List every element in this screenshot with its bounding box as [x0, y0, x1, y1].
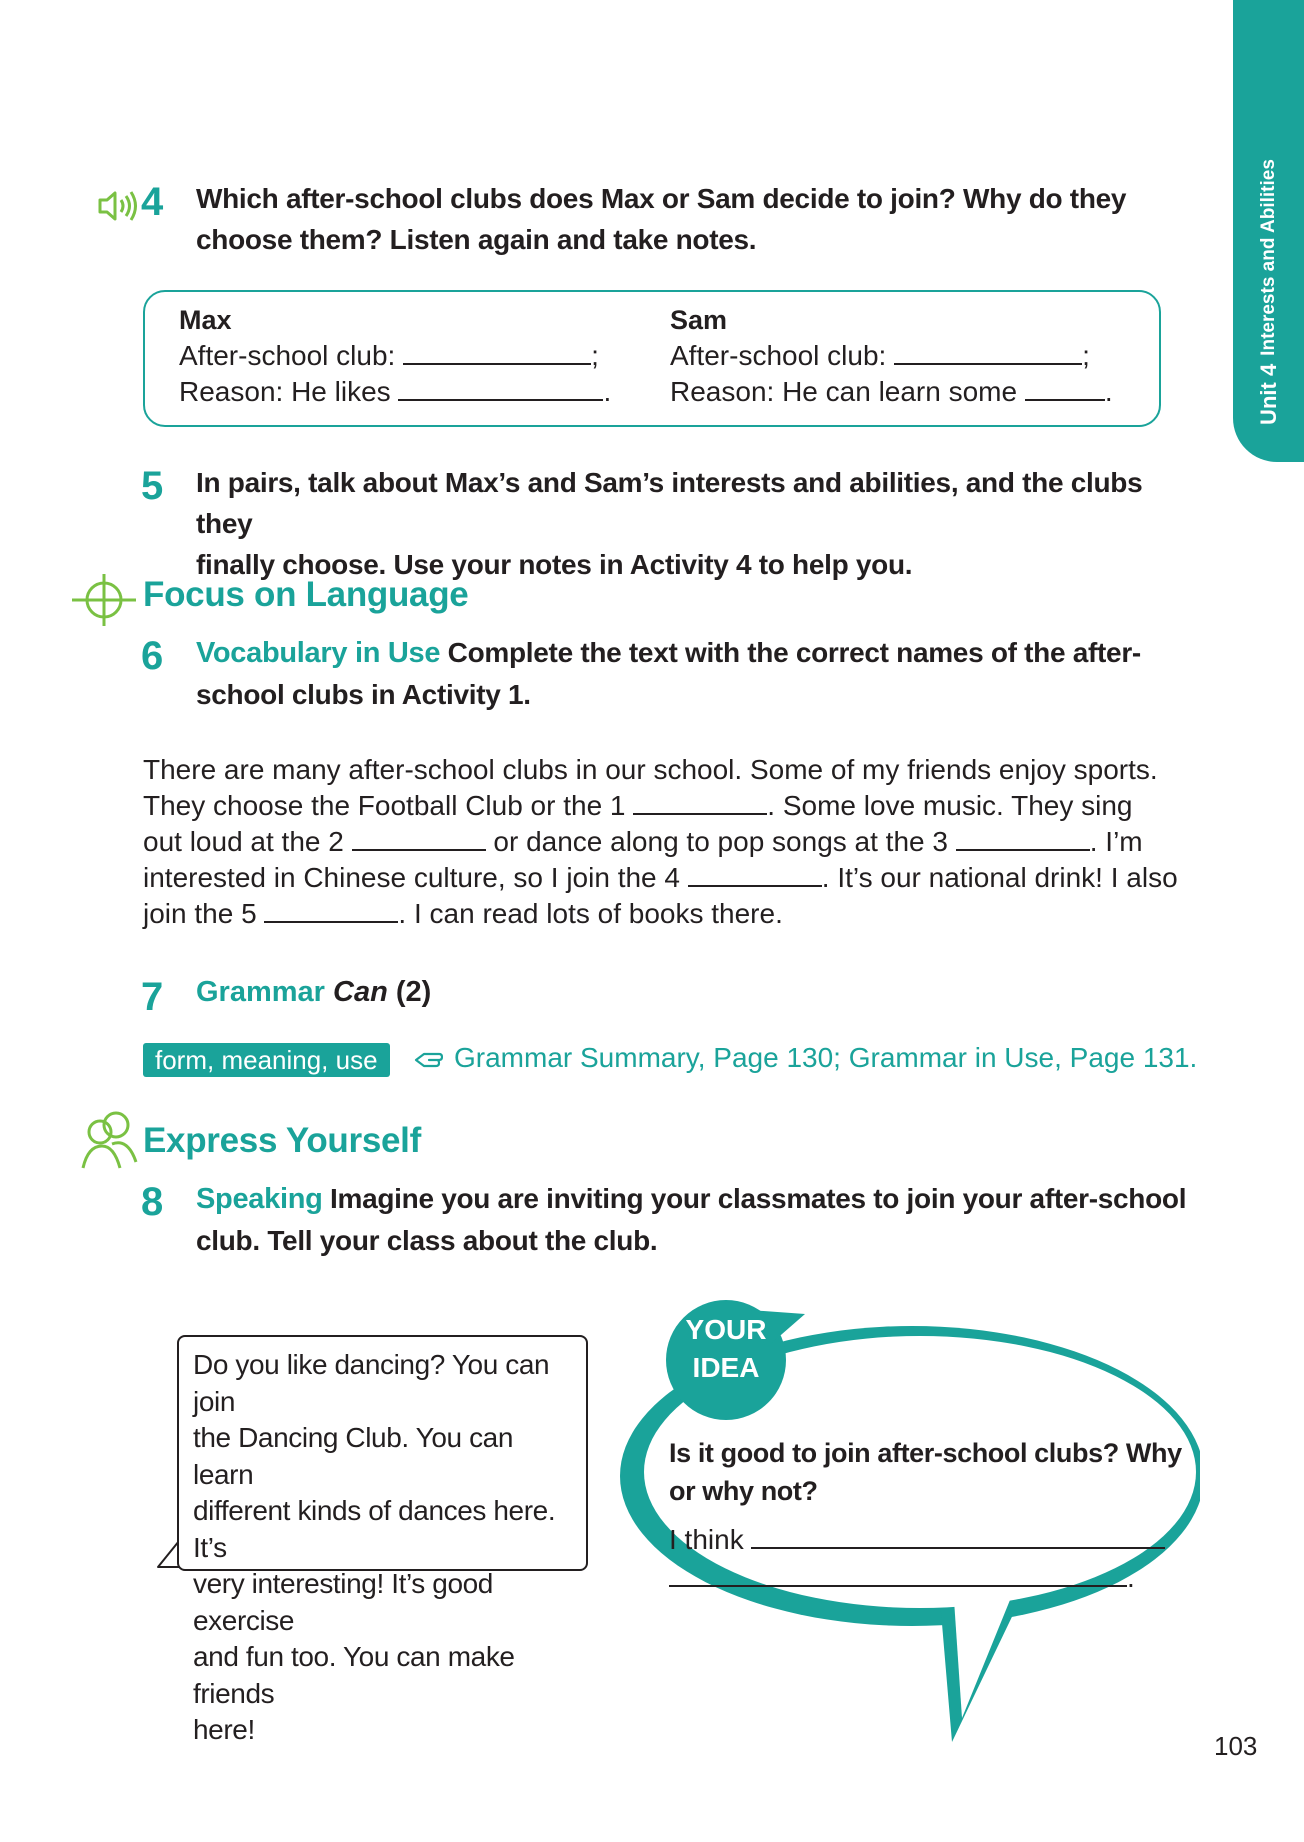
blank-4[interactable] — [688, 861, 822, 887]
example-speech-box — [177, 1335, 588, 1745]
max-club-label: After-school club: — [179, 340, 396, 371]
text-line-3c: . I’m — [1089, 826, 1143, 857]
speech-line: Do you like dancing? You can join — [193, 1349, 550, 1417]
activity-6-instruction — [196, 632, 1176, 715]
activity-4-instruction — [196, 178, 1156, 260]
people-icon — [80, 1108, 140, 1170]
activity-5-line-2: finally choose. Use your notes in Activity 4 to help you. — [196, 549, 913, 580]
sam-club-blank[interactable] — [894, 339, 1082, 365]
grammar-reference-link[interactable]: Grammar Summary, Page 130; Grammar in Use, Page 131. — [454, 1042, 1198, 1073]
max-name: Max — [179, 305, 232, 335]
pointing-hand-icon — [413, 1049, 443, 1071]
activity-4-line-2: choose them? Listen again and take notes. — [196, 224, 757, 255]
unit-topic: Interests and Abilities — [1258, 159, 1279, 356]
sam-reason-label: Reason: He can learn some — [670, 376, 1018, 407]
activity-8-instruction — [196, 1178, 1196, 1261]
answer-blank-1[interactable] — [751, 1523, 1165, 1549]
activity-6-text — [143, 752, 1183, 932]
activity-5-number: 5 — [141, 464, 164, 508]
text-line-2b: . Some love music. They sing — [767, 790, 1133, 821]
vocabulary-in-use-label: Vocabulary in Use — [196, 637, 441, 669]
speech-line: and fun too. You can make friends — [193, 1641, 515, 1709]
unit-number: Unit 4 — [1256, 363, 1281, 425]
activity-8-number: 8 — [141, 1180, 164, 1224]
your-idea-question — [669, 1434, 1189, 1510]
sam-reason-end: . — [1104, 376, 1113, 407]
text-line-4b: . It’s our national drink! I also — [821, 862, 1178, 893]
speech-line: very interesting! It’s good exercise — [193, 1568, 493, 1636]
max-reason-label: Reason: He likes — [179, 376, 391, 407]
blank-2[interactable] — [352, 825, 486, 851]
speech-line: here! — [193, 1714, 255, 1745]
answer-end: . — [1127, 1562, 1135, 1593]
answer-blank-2[interactable] — [669, 1561, 1127, 1587]
grammar-can: Can — [333, 976, 388, 1008]
grammar-label: Grammar — [196, 976, 325, 1008]
activity-7-heading — [196, 976, 431, 1009]
text-line-2a: They choose the Football Club or the 1 — [143, 790, 626, 821]
activity-5-line-1: In pairs, talk about Max’s and Sam’s interests and abilities, and the clubs they — [196, 467, 1143, 539]
sam-club-end: ; — [1082, 340, 1090, 371]
your-idea-answer — [669, 1522, 1165, 1558]
unit-side-label — [1249, 159, 1289, 425]
text-line-1: There are many after-school clubs in our school. Some of my friends enjoy sports. — [143, 754, 1158, 785]
activity-6-line-2: school clubs in Activity 1. — [196, 679, 531, 710]
grammar-part: (2) — [395, 976, 432, 1008]
blank-1[interactable] — [633, 789, 767, 815]
activity-8-line-2: club. Tell your class about the club. — [196, 1225, 658, 1256]
max-club-end: ; — [591, 340, 599, 371]
max-notes — [179, 302, 619, 410]
max-reason-blank[interactable] — [398, 375, 603, 401]
blank-5[interactable] — [264, 897, 398, 923]
speaking-label: Speaking — [196, 1183, 323, 1215]
blank-3[interactable] — [956, 825, 1090, 851]
your-idea-badge — [666, 1311, 786, 1387]
sam-notes — [670, 302, 1150, 410]
sam-club-label: After-school club: — [670, 340, 887, 371]
max-club-blank[interactable] — [403, 339, 591, 365]
badge-idea: IDEA — [692, 1352, 760, 1383]
activity-4-line-1: Which after-school clubs does Max or Sam decide to join? Why do they — [196, 183, 1127, 214]
activity-6-number: 6 — [141, 634, 164, 678]
question-line-1: Is it good to join after-school clubs? Why — [669, 1438, 1182, 1468]
question-line-2: or why not? — [669, 1476, 818, 1506]
your-idea-answer-line-2 — [669, 1560, 1135, 1596]
sam-name: Sam — [670, 305, 728, 335]
activity-6-line-1: Complete the text with the correct names of the after- — [447, 637, 1141, 668]
text-line-5a: join the 5 — [143, 898, 257, 929]
answer-start: I think — [669, 1524, 744, 1555]
express-yourself-title: Express Yourself — [143, 1121, 421, 1160]
sam-reason-blank[interactable] — [1025, 375, 1105, 401]
page-number: 103 — [1214, 1731, 1258, 1761]
badge-your: YOUR — [685, 1314, 767, 1345]
form-meaning-use-tag: form, meaning, use — [143, 1043, 390, 1077]
activity-4-number: 4 — [141, 180, 164, 224]
speaker-icon[interactable] — [96, 188, 140, 224]
speech-line: the Dancing Club. You can learn — [193, 1422, 514, 1490]
text-line-4a: interested in Chinese culture, so I join the 4 — [143, 862, 680, 893]
crosshair-icon — [70, 570, 138, 630]
text-line-3b: or dance along to pop songs at the 3 — [493, 826, 948, 857]
text-line-3a: out loud at the 2 — [143, 826, 344, 857]
activity-8-line-1: Imagine you are inviting your classmates to join your after-school — [330, 1183, 1187, 1214]
activity-5-instruction — [196, 462, 1196, 585]
text-line-5b: . I can read lots of books there. — [398, 898, 783, 929]
max-reason-end: . — [603, 376, 612, 407]
speech-line: different kinds of dances here. It’s — [193, 1495, 556, 1563]
focus-on-language-title: Focus on Language — [143, 575, 469, 614]
activity-7-number: 7 — [141, 975, 164, 1019]
